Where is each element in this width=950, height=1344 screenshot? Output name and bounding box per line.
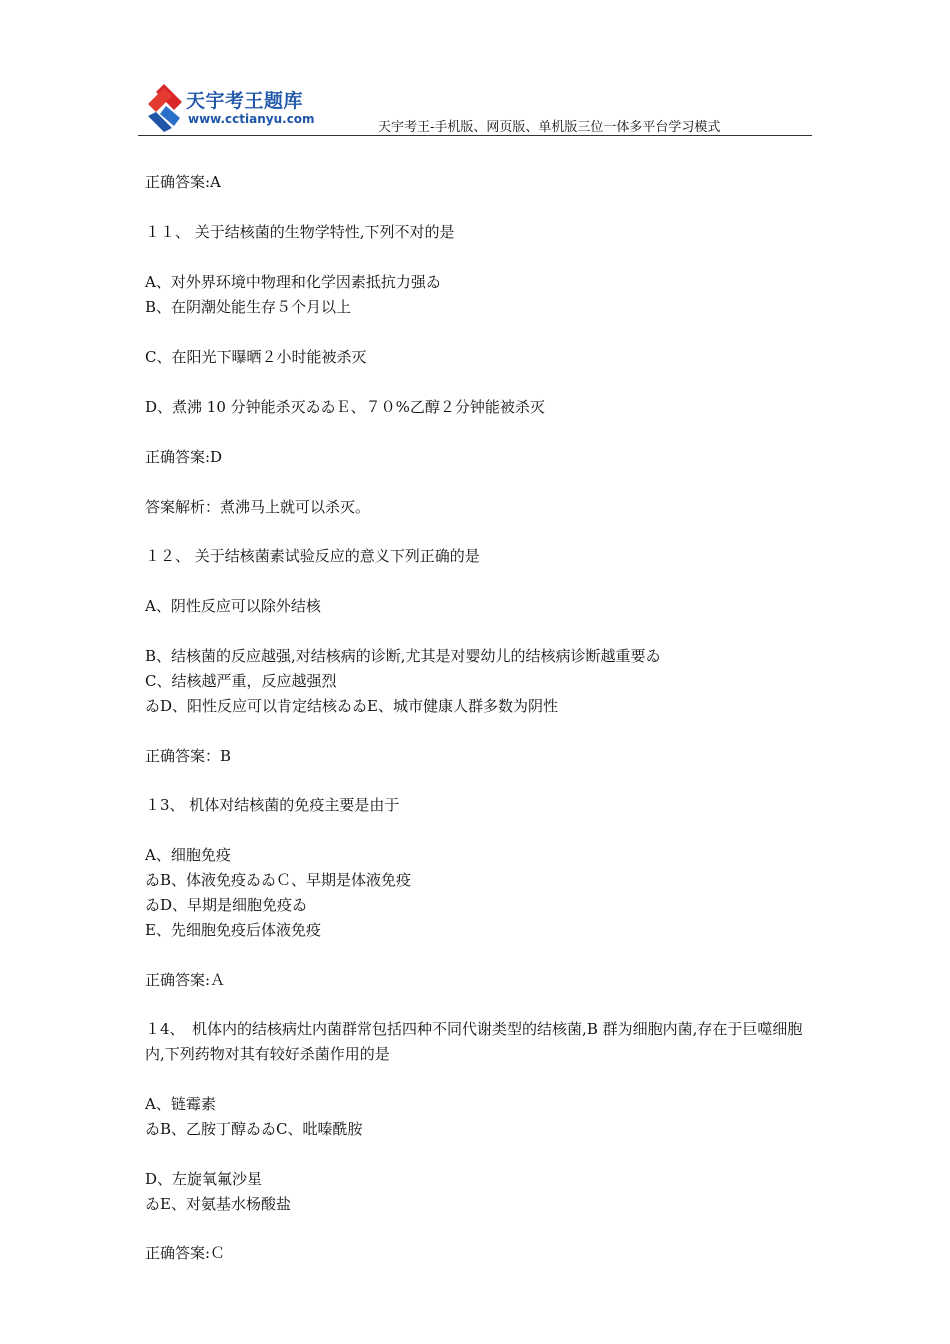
text-line: D、左旋氧氟沙星 <box>145 1170 263 1188</box>
text-line: 正确答案:Ａ <box>145 971 226 989</box>
text-line: ゐD、早期是细胞免疫ゐ <box>145 896 308 914</box>
text-line: A、链霉素 <box>145 1095 216 1113</box>
text-line: ゐB、乙胺丁醇ゐゐC、吡嗪酰胺 <box>145 1120 363 1138</box>
text-line: C、在阳光下曝晒２小时能被杀灭 <box>145 348 367 366</box>
text-line: C、结核越严重，反应越强烈 <box>145 672 337 690</box>
text-line: ゐB、体液免疫ゐゐＣ、早期是体液免疫 <box>145 871 412 889</box>
brand-name: 天宇考王题库 <box>186 90 304 112</box>
text-line: A、细胞免疫 <box>145 846 231 864</box>
brand-url: www.cctianyu.com <box>188 112 315 126</box>
text-line: B、结核菌的反应越强,对结核病的诊断,尤其是对婴幼儿的结核病诊断越重要ゐ <box>145 647 661 665</box>
text-line: 正确答案:Ｃ <box>145 1244 226 1262</box>
text-line: E、先细胞免疫后体液免疫 <box>145 921 321 939</box>
text-line: B、在阴潮处能生存５个月以上 <box>145 298 352 316</box>
text-line: １4、 机体内的结核病灶内菌群常包括四种不同代谢类型的结核菌,B 群为细胞内菌,存在于巨噬细胞内,下列药物对其有较好杀菌作用的是 <box>145 1020 803 1063</box>
logo-icon <box>144 82 192 132</box>
text-line: ゐD、阳性反应可以肯定结核ゐゐE、城市健康人群多数为阴性 <box>145 697 558 715</box>
text-line: D、煮沸 10 分钟能杀灭ゐゐＥ、７０%乙醇２分钟能被杀灭 <box>145 398 545 416</box>
text-line: １２、 关于结核菌素试验反应的意义下列正确的是 <box>145 547 480 565</box>
text-line: １１、 关于结核菌的生物学特性,下列不对的是 <box>145 223 455 241</box>
text-line: 正确答案:D <box>145 448 223 466</box>
header-slogan: 天宇考王-手机版、网页版、单机版三位一体多平台学习模式 <box>378 120 721 135</box>
text-line: １3、 机体对结核菌的免疫主要是由于 <box>145 796 400 814</box>
text-line: 答案解析：煮沸马上就可以杀灭。 <box>145 498 371 516</box>
text-line: ゐE、对氨基水杨酸盐 <box>145 1195 291 1213</box>
text-line: 正确答案:A <box>145 173 221 191</box>
text-line: A、对外界环境中物理和化学因素抵抗力强ゐ <box>145 273 441 291</box>
text-line: A、阴性反应可以除外结核 <box>145 597 321 615</box>
page-header <box>138 80 812 136</box>
text-line: 正确答案：B <box>145 747 232 765</box>
